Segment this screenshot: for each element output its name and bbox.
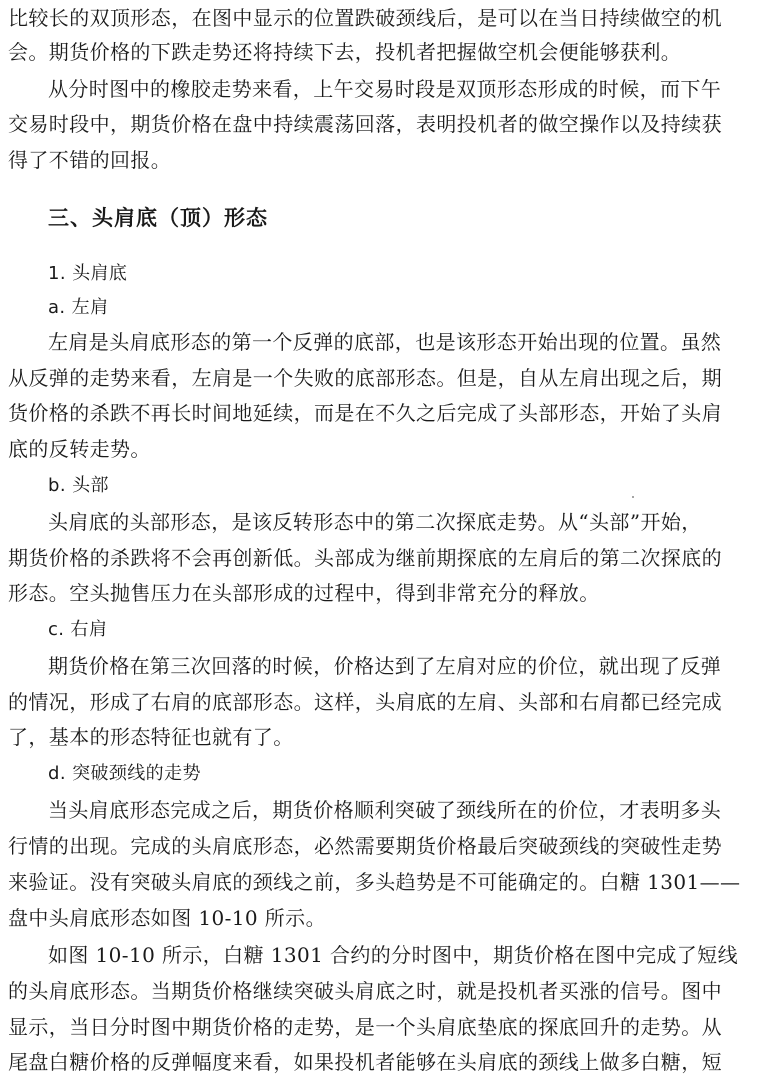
subsection-heading: 1. 头肩底: [48, 263, 128, 284]
body-text-line: 底的反转走势。: [8, 437, 151, 461]
body-text-line: 显示，当日分时图中期货价格的走势，是一个头肩底垫底的探底回升的走势。从: [8, 1015, 722, 1039]
body-text-line: 盘中头肩底形态如图 10-10 所示。: [8, 906, 326, 930]
section-heading: 三、头肩底（顶）形态: [48, 206, 268, 230]
body-text-line: 左肩是头肩底形态的第一个反弹的底部，也是该形态开始出现的位置。虽然: [48, 330, 722, 354]
item-heading-left-shoulder: a. 左肩: [48, 297, 109, 318]
item-heading-right-shoulder: c. 右肩: [48, 619, 108, 640]
body-text-line: 当头肩底形态完成之后，期货价格顺利突破了颈线所在的价位，才表明多头: [48, 798, 722, 822]
body-text-line: 了，基本的形态特征也就有了。: [8, 725, 294, 749]
body-text-line: 期货价格的杀跌将不会再创新低。头部成为继前期探底的左肩后的第二次探底的: [8, 546, 722, 570]
item-heading-neckline-breakout: d. 突破颈线的走势: [48, 763, 201, 784]
body-text-line: 交易时段中，期货价格在盘中持续震荡回落，表明投机者的做空操作以及持续获: [8, 112, 722, 136]
body-text-line: 行情的出现。完成的头肩底形态，必然需要期货价格最后突破颈线的突破性走势: [8, 834, 722, 858]
body-text-line: 的情况，形成了右肩的底部形态。这样，头肩底的左肩、头部和右肩都已经完成: [8, 690, 722, 714]
body-text-line: 如图 10-10 所示，白糖 1301 合约的分时图中，期货价格在图中完成了短线: [48, 943, 738, 967]
body-text-line: 从反弹的走势来看，左肩是一个失败的底部形态。但是，自从左肩出现之后，期: [8, 366, 722, 390]
body-text-line: 会。期货价格的下跌走势还将持续下去，投机者把握做空机会便能够获利。: [8, 40, 682, 64]
body-text-line: 得了不错的回报。: [8, 148, 172, 172]
body-text-line: 来验证。没有突破头肩底的颈线之前，多头趋势是不可能确定的。白糖 1301——: [8, 870, 741, 894]
body-text-line: 货价格的杀跌不再长时间地延续，而是在不久之后完成了头部形态，开始了头肩: [8, 401, 722, 425]
body-text-line: 期货价格在第三次回落的时候，价格达到了左肩对应的价位，就出现了反弹: [48, 654, 722, 678]
body-text-line: 的头肩底形态。当期货价格继续突破头肩底之时，就是投机者买涨的信号。图中: [8, 979, 722, 1003]
body-text-line: 头肩底的头部形态，是该反转形态中的第二次探底走势。从“头部”开始，: [48, 510, 702, 534]
body-text-line: 从分时图中的橡胶走势来看，上午交易时段是双顶形态形成的时候，而下午: [48, 77, 722, 101]
body-text-line: 尾盘白糖价格的反弹幅度来看，如果投机者能够在头肩底的颈线上做多白糖，短: [8, 1050, 722, 1074]
body-text-line: 形态。空头抛售压力在头部形成的过程中，得到非常充分的释放。: [8, 581, 600, 605]
item-heading-head: b. 头部: [48, 475, 109, 496]
scan-speck: [632, 496, 634, 498]
body-text-line: 比较长的双顶形态，在图中显示的位置跌破颈线后，是可以在当日持续做空的机: [8, 6, 722, 30]
